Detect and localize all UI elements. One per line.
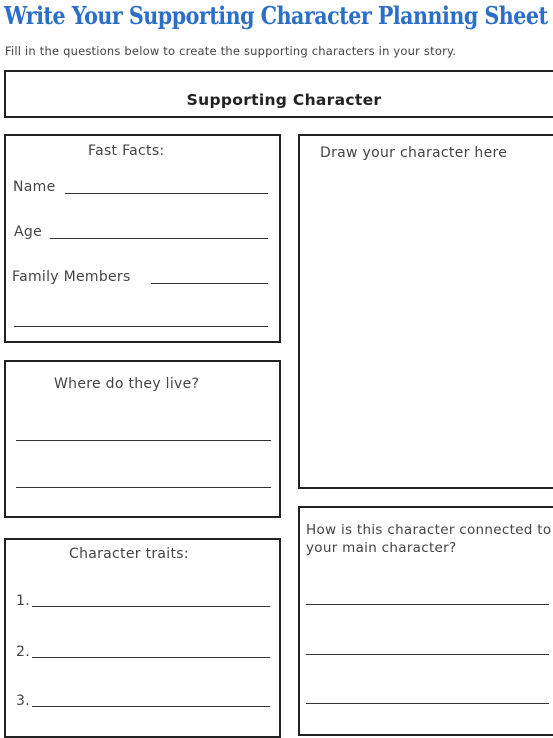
page-title: Write Your Supporting Character Planning Sheet [4,1,548,30]
character-traits-box [4,538,281,738]
where-they-live-box [4,360,281,518]
trait-number-3: 3. [16,693,30,709]
connection-line-1[interactable] [306,604,549,605]
drawing-box[interactable] [298,134,553,489]
family-members-input-line[interactable] [151,283,268,284]
where-live-line-2[interactable] [16,487,271,488]
connection-question: How is this character connected to your main character? [306,522,552,556]
where-they-live-question: Where do they live? [54,376,200,392]
family-members-extra-line[interactable] [14,326,268,327]
drawing-prompt: Draw your character here [320,145,508,161]
family-members-label: Family Members [12,269,131,285]
age-input-line[interactable] [50,238,268,239]
connection-line-2[interactable] [306,654,549,655]
supporting-character-banner [4,70,553,118]
character-traits-heading: Character traits: [69,546,189,562]
connection-box [298,506,553,736]
age-label: Age [14,224,42,240]
name-label: Name [13,179,56,195]
trait-number-1: 1. [16,593,30,609]
fast-facts-box [4,134,281,343]
trait-line-2[interactable] [32,657,270,658]
fast-facts-heading: Fast Facts: [88,143,165,159]
trait-line-1[interactable] [32,606,270,607]
trait-line-3[interactable] [32,706,270,707]
name-input-line[interactable] [65,193,268,194]
connection-line-3[interactable] [306,703,549,704]
trait-number-2: 2. [16,644,30,660]
banner-label: Supporting Character [186,91,382,109]
instructions-text: Fill in the questions below to create the supporting characters in your story. [5,44,457,58]
where-live-line-1[interactable] [16,440,271,441]
